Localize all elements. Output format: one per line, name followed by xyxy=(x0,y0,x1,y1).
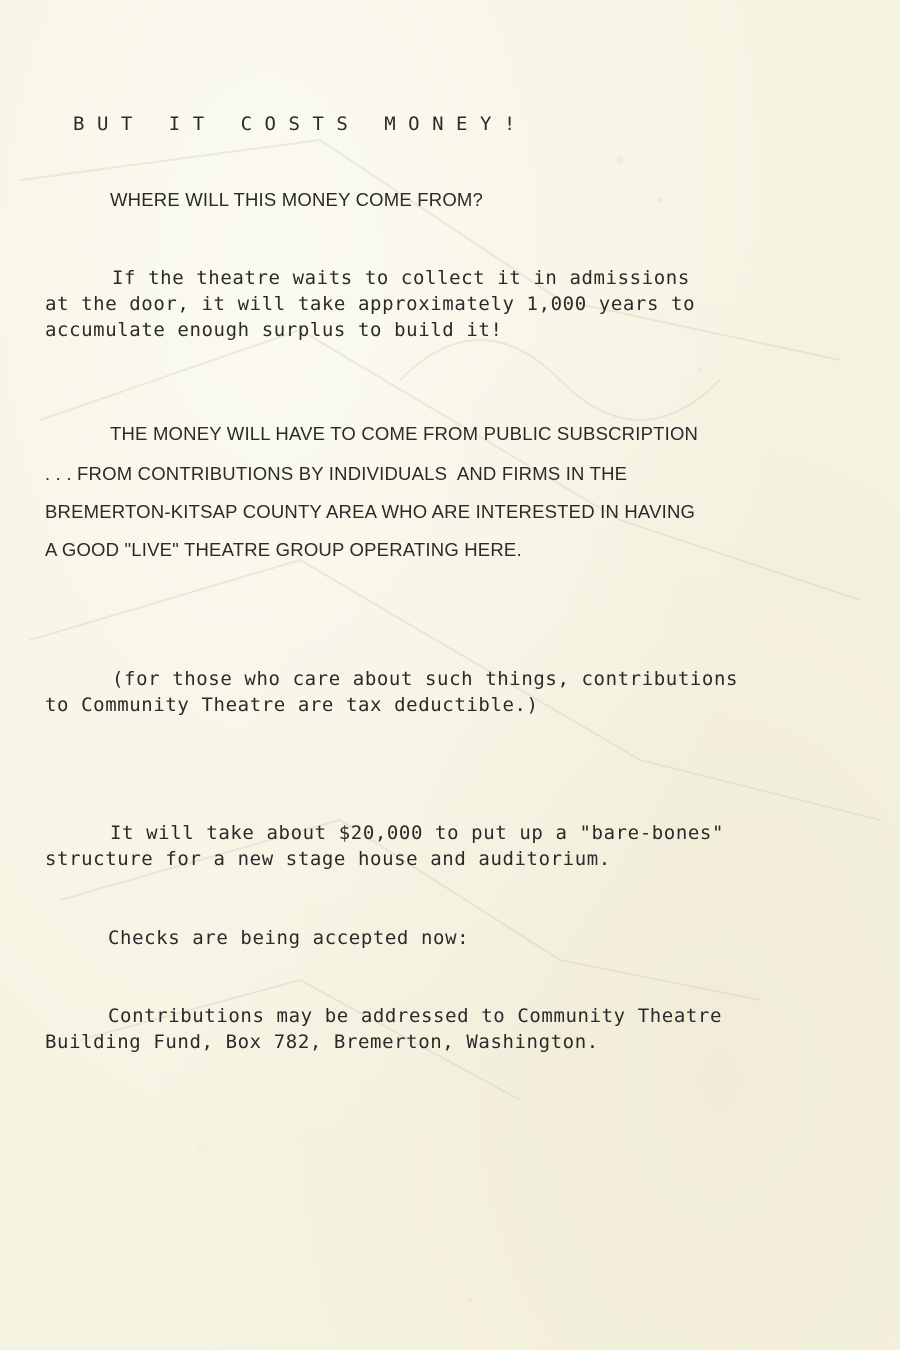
subheading: WHERE WILL THIS MONEY COME FROM? xyxy=(110,189,484,210)
paragraph-line: structure for a new stage house and auditorium. xyxy=(45,848,611,870)
paragraph-line: If the theatre waits to collect it in admissions xyxy=(112,267,690,289)
paragraph-line: THE MONEY WILL HAVE TO COME FROM PUBLIC SUBSCRIPTION xyxy=(110,423,699,444)
paragraph-line: Building Fund, Box 782, Bremerton, Washington. xyxy=(45,1031,599,1053)
paragraph-line: A GOOD "LIVE" THEATRE GROUP OPERATING HERE. xyxy=(45,539,522,560)
paragraph-line: BREMERTON-KITSAP COUNTY AREA WHO ARE INTERESTED IN HAVING xyxy=(45,501,696,522)
paragraph-line: to Community Theatre are tax deductible.) xyxy=(45,694,539,716)
checks-accepted-line: Checks are being accepted now: xyxy=(108,927,470,949)
paragraph-line: . . . FROM CONTRIBUTIONS BY INDIVIDUALS AND FIRMS IN THE xyxy=(45,463,628,484)
page-heading: BUT IT COSTS MONEY! xyxy=(73,113,528,135)
paragraph-line: Contributions may be addressed to Community Theatre xyxy=(108,1005,722,1027)
paragraph-line: (for those who care about such things, contributions xyxy=(112,668,739,690)
paragraph-line: at the door, it will take approximately 1,000 years to xyxy=(45,293,696,315)
paragraph-line: accumulate enough surplus to build it! xyxy=(45,319,503,341)
paragraph-line: It will take about $20,000 to put up a "bare-bones" xyxy=(110,822,724,844)
